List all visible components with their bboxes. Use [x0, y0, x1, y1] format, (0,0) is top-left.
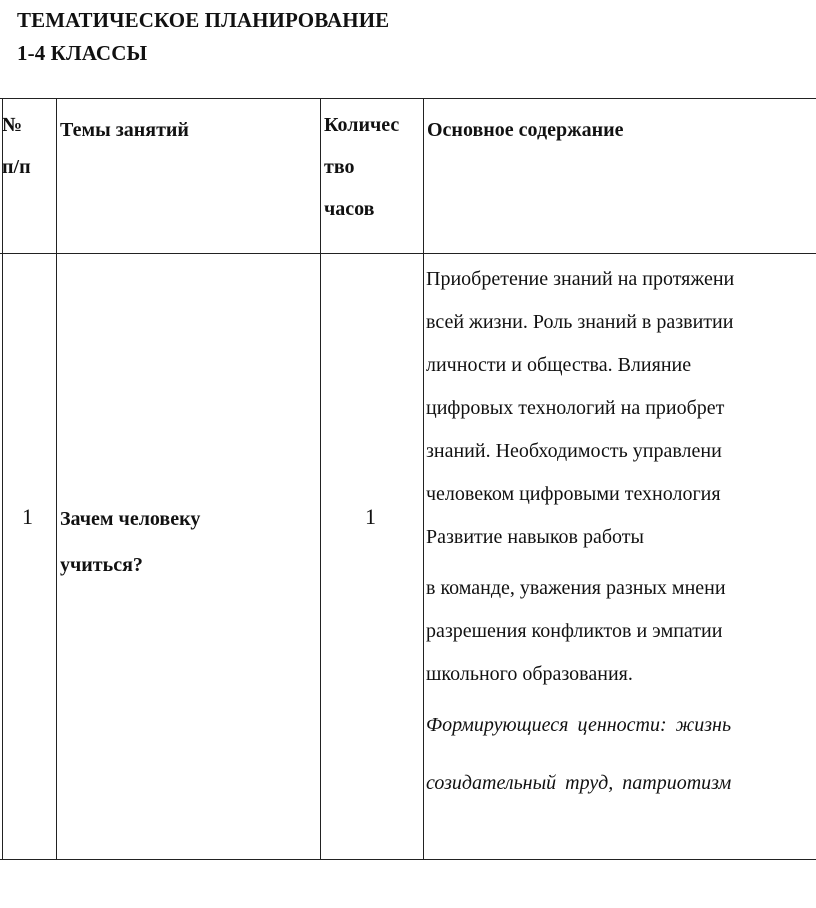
content-line: цифровых технологий на приобрет — [426, 397, 725, 419]
row-number: 1 — [22, 504, 33, 529]
header-hours-line3: часов — [324, 198, 375, 220]
content-line: в команде, уважения разных мнени — [426, 577, 726, 599]
content-line: человеком цифровыми технология — [426, 483, 721, 505]
header-hours-line2: тво — [324, 156, 355, 178]
row-hours: 1 — [365, 504, 376, 529]
content-line: знаний. Необходимость управлени — [426, 440, 722, 462]
row-topic-line2: учиться? — [60, 554, 143, 576]
table-border-top — [0, 98, 816, 99]
column-divider-1 — [56, 98, 57, 860]
content-line: разрешения конфликтов и эмпатии — [426, 620, 723, 642]
content-line: всей жизни. Роль знаний в развитии — [426, 311, 734, 333]
content-line: личности и общества. Влияние — [426, 354, 692, 376]
row-topic — [60, 496, 200, 588]
header-number-abbr: п/п — [2, 156, 31, 178]
document-heading — [17, 4, 389, 70]
header-hours-line1: Количес — [324, 114, 400, 136]
table-border-bottom — [0, 859, 816, 860]
header-topic: Темы занятий — [60, 119, 189, 141]
document-subtitle: 1-4 КЛАССЫ — [17, 41, 148, 65]
row-topic-line1: Зачем человеку — [60, 508, 201, 530]
content-line: школьного образования. — [426, 663, 633, 685]
values-line: Формирующиеся ценности: жизнь — [426, 714, 732, 736]
row-content — [426, 258, 816, 812]
paragraph-gap — [426, 559, 816, 567]
header-number — [2, 104, 31, 188]
content-line: Развитие навыков работы — [426, 526, 644, 548]
content-line: Приобретение знаний на протяжени — [426, 268, 735, 290]
column-divider-2 — [320, 98, 321, 860]
values-line: созидательный труд, патриотизм — [426, 772, 732, 794]
column-divider-3 — [423, 98, 424, 860]
header-number-symbol: № — [2, 114, 23, 136]
table-header-divider — [0, 253, 816, 254]
header-content: Основное содержание — [427, 119, 624, 141]
table-border-left — [2, 98, 3, 860]
header-hours — [324, 104, 399, 230]
document-title: ТЕМАТИЧЕСКОЕ ПЛАНИРОВАНИЕ — [17, 8, 390, 32]
